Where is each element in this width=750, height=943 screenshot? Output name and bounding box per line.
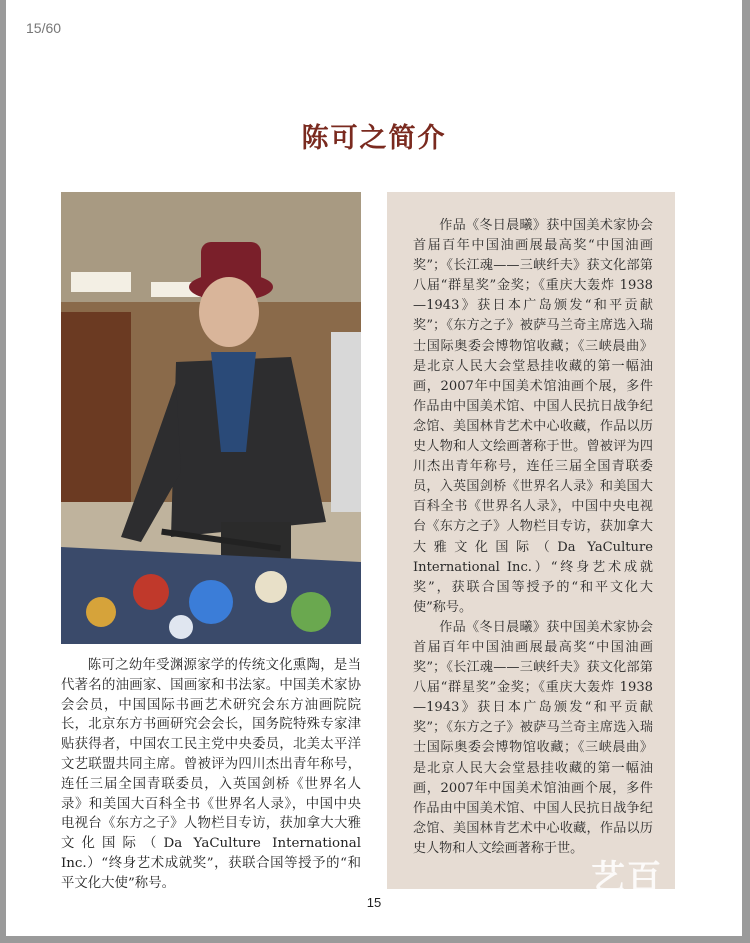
achievements-paragraph-1: 作品《冬日晨曦》获中国美术家协会首届百年中国油画展最高奖“中国油画奖”；《长江魂——三峡纤夫》获文化部第八届“群星奖”金奖；《重庆大轰炸 1938—1943》获日本广岛颁发“和平贡献奖”；《东方之子》被萨马兰奇主席选入瑞士国际奥委会博物馆收藏；《三峡晨曲》是北京人民大会堂悬挂收藏的第一幅油画，2007年中国美术馆油画个展，多件作品由中国美术馆、中国人民抗日战争纪念馆、美国林肯艺术中心收藏，作品以历史人物和人文绘画著称于世。曾被评为四川杰出青年称号，连任三届全国青联委员，入英国剑桥《世界名人录》和美国大百科全书《世界名人录》，中国中央电视台《东方之子》人物栏目专访，获加拿大大雅文化国际（Da YaCulture International Inc.）“终身艺术成就奖”，获联合国等授予的“和平文化大使”称号。	[413, 218, 653, 615]
artist-bio-paragraph: 陈可之幼年受渊源家学的传统文化熏陶，是当代著名的油画家、国画家和书法家。中国美术家协会会员，中国国际书画艺术研究会东方油画院院长，北京东方书画研究会会长，国务院特殊专家津贴获得者，中国农工民主党中央委员，北美太平洋文艺联盟共同主席。曾被评为四川杰出青年称号，连任三届全国青联委员，入英国剑桥《世界名人录》和美国大百科全书《世界名人录》，中国中央电视台《东方之子》人物栏目专访，获加拿大大雅文化国际（Da YaCulture International Inc.）“终身艺术成就奖”，获联合国等授予的“和平文化大使”称号。	[61, 658, 361, 891]
site-watermark: 艺百	[591, 858, 663, 898]
page-counter: 15/60	[26, 20, 62, 36]
page-number: 15	[366, 895, 382, 910]
achievements-panel	[387, 192, 675, 889]
page-title: 陈可之简介	[301, 123, 447, 154]
achievements-paragraph-2: 作品《冬日晨曦》获中国美术家协会首届百年中国油画展最高奖“中国油画奖”；《长江魂——三峡纤夫》获文化部第八届“群星奖”金奖；《重庆大轰炸 1938—1943》获日本广岛颁发“和平贡献奖”；《东方之子》被萨马兰奇主席选入瑞士国际奥委会博物馆收藏；《三峡晨曲》是北京人民大会堂悬挂收藏的第一幅油画，2007年中国美术馆油画个展，多件作品由中国美术馆、中国人民抗日战争纪念馆、美国林肯艺术中心收藏，作品以历史人物和人文绘画著称于世。	[413, 619, 653, 856]
document-page	[6, 0, 742, 936]
artist-photo	[61, 192, 361, 644]
